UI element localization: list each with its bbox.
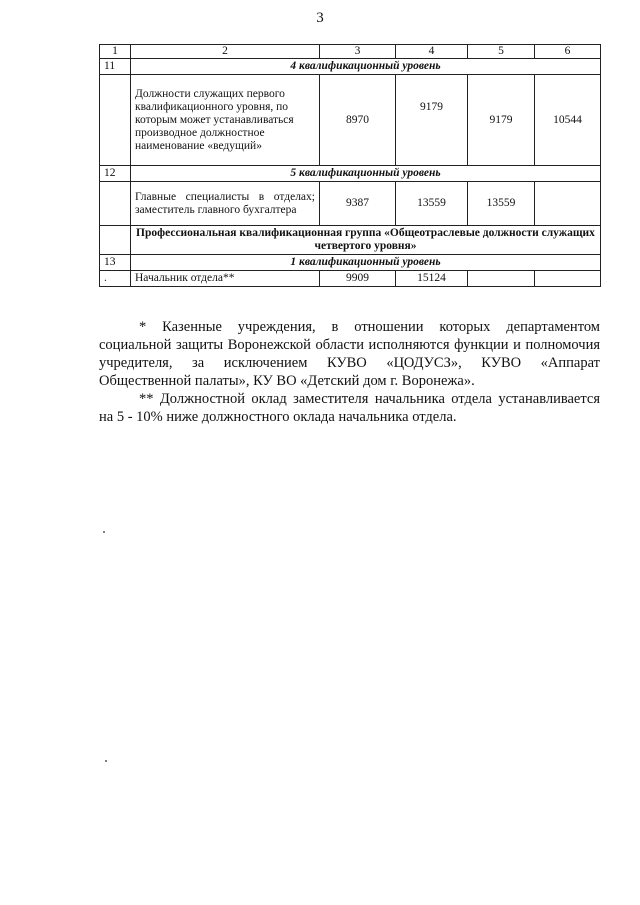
salary-table — [99, 44, 601, 287]
salary-value — [468, 271, 535, 287]
table-header-row — [100, 45, 601, 59]
qualification-level-title: 5 квалификационный уровень — [131, 166, 601, 182]
row-number: 11 — [100, 59, 131, 75]
table-row — [100, 59, 601, 75]
footnotes — [99, 318, 600, 426]
salary-value: 13559 — [396, 182, 468, 226]
column-header: 5 — [468, 45, 535, 59]
salary-value: 10544 — [535, 75, 601, 166]
footnote-2: ** Должностной оклад заместителя начальника отдела устанавливается на 5 - 10% ниже должностного оклада начальника отдела. — [99, 391, 600, 425]
column-header: 1 — [100, 45, 131, 59]
salary-value: 9909 — [320, 271, 396, 287]
salary-value: 8970 — [320, 75, 396, 166]
position-name: Начальник отдела** — [131, 271, 320, 287]
table-row — [100, 166, 601, 182]
row-number: . — [100, 271, 131, 287]
salary-value: 9387 — [320, 182, 396, 226]
salary-value: 15124 — [396, 271, 468, 287]
table-row — [100, 226, 601, 255]
row-number: 12 — [100, 166, 131, 182]
scan-speck — [103, 531, 105, 533]
column-header: 4 — [396, 45, 468, 59]
column-header: 2 — [131, 45, 320, 59]
position-name: Главные специалисты в отделах; заместитель главного бухгалтера — [131, 182, 320, 226]
row-number — [100, 75, 131, 166]
page-number: 3 — [316, 10, 324, 26]
empty-cell — [100, 226, 131, 255]
salary-value: 13559 — [468, 182, 535, 226]
qualification-group-title: Профессиональная квалификационная группа «Общеотраслевые должности служащих четвертого уровня» — [131, 226, 601, 255]
table-row — [100, 75, 601, 166]
position-name: Должности служащих первого квалификационного уровня, по которым может устанавливаться производное должностное наименование «ведущий» — [131, 75, 320, 166]
table-row — [100, 182, 601, 226]
row-number — [100, 182, 131, 226]
salary-value — [535, 271, 601, 287]
salary-value: 9179 — [468, 75, 535, 166]
salary-value: 9179 — [396, 75, 468, 166]
scan-speck — [105, 760, 107, 762]
row-number: 13 — [100, 255, 131, 271]
qualification-level-title: 4 квалификационный уровень — [131, 59, 601, 75]
column-header: 3 — [320, 45, 396, 59]
table-row — [100, 271, 601, 287]
table-row — [100, 255, 601, 271]
column-header: 6 — [535, 45, 601, 59]
qualification-level-title: 1 квалификационный уровень — [131, 255, 601, 271]
footnote-1: * Казенные учреждения, в отношении которых департаментом социальной защиты Воронежской области исполняются функции и полномочия учредителя, за исключением КУВО «ЦОДУСЗ», КУВО «Аппарат Общественной палаты», КУ ВО «Детский дом г. Воронежа». — [99, 319, 600, 389]
salary-value — [535, 182, 601, 226]
